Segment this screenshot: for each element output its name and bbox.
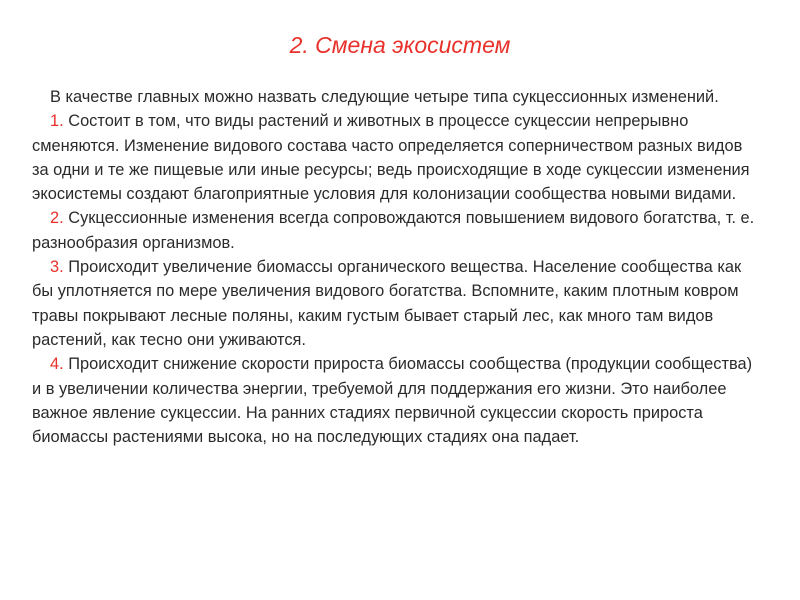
item-text: Происходит снижение скорости прироста биомассы сообщества (продукции сообщества) и в увеличении количества энергии, требуемой для поддержания его жизни. Это наиболее важное явление сукцессии. На ранних стадиях первичной сукцессии скорость прироста биомассы растениями высока, но на последующих стадиях она падает. (32, 355, 753, 447)
list-item-1 (32, 109, 762, 206)
item-text: Сукцессионные изменения всегда сопровождаются повышением видового богатства, т. е. разнообразия организмов. (32, 209, 755, 252)
list-item-4 (32, 352, 762, 449)
item-number: 1. (50, 112, 64, 131)
slide-body (32, 85, 762, 449)
list-item-3 (32, 255, 762, 352)
list-item-2 (32, 206, 762, 255)
item-text: Состоит в том, что виды растений и животных в процессе сукцессии непрерывно сменяются. Изменение видового состава часто определяется соперничеством разных видов за одни и те же пищевые или иные ресурсы; ведь происходящие в ходе сукцессии изменения экосистемы создают благоприятные условия для колонизации сообщества новыми видами. (32, 112, 750, 204)
item-number: 3. (50, 258, 64, 277)
intro-paragraph: В качестве главных можно назвать следующие четыре типа сукцессионных изменений. (50, 88, 719, 106)
item-number: 2. (50, 209, 64, 228)
item-text: Происходит увеличение биомассы органического вещества. Население сообщества как бы уплотняется по мере увеличения видового богатства. Вспомните, каким плотным ковром травы покрывают лесные поляны, каким густым бывает старый лес, как много там видов растений, как тесно они уживаются. (32, 258, 742, 349)
item-number: 4. (50, 355, 64, 374)
slide-title: 2. Смена экосистем (289, 32, 511, 58)
